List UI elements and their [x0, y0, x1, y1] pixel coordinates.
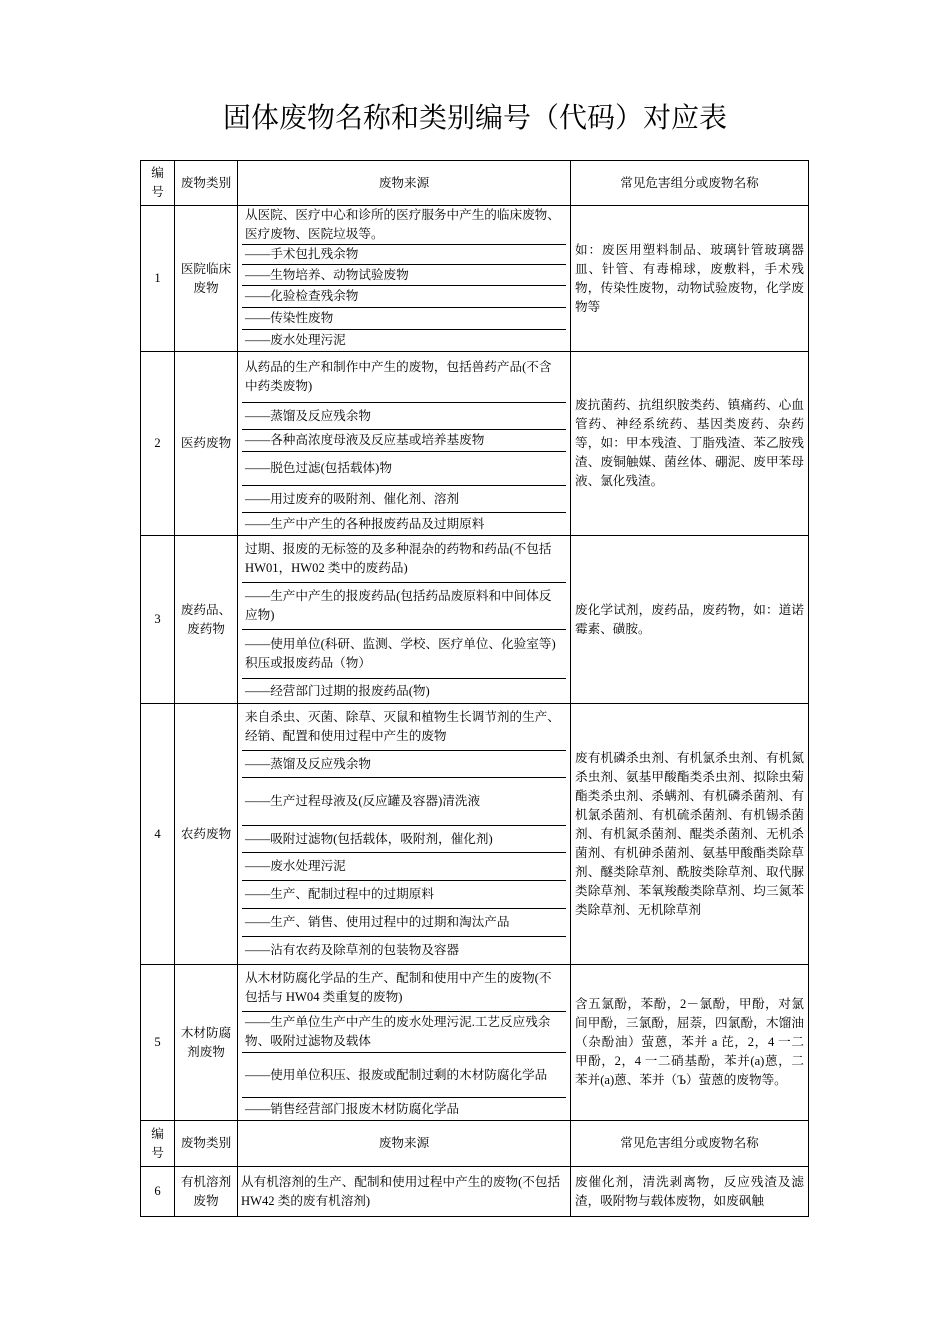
source-item: 来自杀虫、灭菌、除草、灭鼠和植物生长调节剂的生产、经销、配置和使用过程中产生的废物	[245, 710, 560, 743]
source-item: ——手术包扎残余物	[242, 244, 566, 264]
source-item: 过期、报废的无标签的及多种混杂的药物和药品(不包括 HW01，HW02 类中的废药品)	[245, 542, 552, 575]
source-item: ——各种高浓度母液及反应基或培养基废物	[242, 429, 566, 451]
source-item: ——用过废弃的吸附剂、催化剂、溶剂	[242, 485, 566, 512]
source-item: ——吸附过滤物(包括载体，吸附剂，催化剂)	[242, 825, 566, 852]
source-item: 从医院、医疗中心和诊所的医疗服务中产生的临床废物、医疗废物、医院垃圾等。	[245, 208, 560, 241]
source-item: ——生产中产生的各种报废药品及过期原料	[242, 512, 566, 535]
source-item: ——废水处理污泥	[242, 329, 566, 351]
row-category: 医院临床废物	[175, 206, 238, 352]
table-row	[141, 704, 809, 965]
row-components: 废化学试剂，废药品，废药物，如：道诺霉素、磺胺。	[571, 536, 809, 704]
header-category: 废物类别	[175, 161, 238, 206]
source-item: ——蒸馏及反应残余物	[242, 750, 566, 777]
source-item: ——生物培养、动物试验废物	[242, 264, 566, 285]
waste-table	[140, 160, 809, 1217]
row-sources	[238, 965, 571, 1121]
header-category: 废物类别	[175, 1121, 238, 1167]
row-num: 5	[141, 965, 175, 1121]
row-components: 含五氯酚，苯酚，2－氯酚，甲酚，对氯间甲酚，三氯酚，屈萘，四氯酚，木馏油（杂酚油）萤蒽，苯并 a 芘，2，4 一二甲酚，2，4 一二硝基酚，苯并(a)蒽，二苯并(a)蒽、苯并（Ъ）萤蒽的废物等。	[571, 965, 809, 1121]
source-item: ——使用单位(科研、监测、学校、医疗单位、化验室等)积压或报废药品（物）	[242, 629, 566, 678]
table-header-row	[141, 1121, 809, 1167]
source-item: ——沾有农药及除草剂的包装物及容器	[242, 936, 566, 964]
header-num: 编号	[141, 161, 175, 206]
row-components: 废有机磷杀虫剂、有机氯杀虫剂、有机氮杀虫剂、氨基甲酸酯类杀虫剂、拟除虫菊酯类杀虫剂、杀螨剂、有机磷杀菌剂、有机氯杀菌剂、有机硫杀菌剂、有机锡杀菌剂、有机氮杀菌剂、醌类杀菌剂、无机杀菌剂、有机砷杀菌剂、氨基甲酸酯类除草剂、醚类除草剂、酰胺类除草剂、取代脲类除草剂、苯氧羧酸类除草剂、均三氮苯类除草剂、无机除草剂	[571, 704, 809, 965]
row-num: 4	[141, 704, 175, 965]
row-num: 2	[141, 352, 175, 536]
table-row	[141, 965, 809, 1121]
header-source: 废物来源	[238, 1121, 571, 1167]
source-item: ——生产中产生的报废药品(包括药品废原料和中间体反应物)	[242, 582, 566, 629]
row-components: 废抗菌药、抗组织胺类药、镇痛药、心血管药、神经系统药、基因类废药、杂药等，如：甲本残渣、丁脂残渣、苯乙胺残渣、废铜触媒、菌丝体、硼泥、废甲苯母液、氯化残渣。	[571, 352, 809, 536]
source-item: ——废水处理污泥	[242, 852, 566, 880]
source-item: ——生产单位生产中产生的废水处理污泥.工艺反应残余物、吸附过滤物及载体	[242, 1011, 566, 1052]
table-row	[141, 536, 809, 704]
source-item: 从木材防腐化学品的生产、配制和使用中产生的废物(不包括与 HW04 类重复的废物)	[245, 971, 552, 1004]
row-category: 木材防腐剂废物	[175, 965, 238, 1121]
row-num: 1	[141, 206, 175, 352]
row-num: 3	[141, 536, 175, 704]
row-category: 农药废物	[175, 704, 238, 965]
row-components: 如：废医用塑料制品、玻璃针管玻璃器皿、针管、有毒棉球，废敷料，手术残物，传染性废物，动物试验废物，化学废物等	[571, 206, 809, 352]
row-sources	[238, 536, 571, 704]
source-item: ——生产过程母液及(反应罐及容器)清洗液	[242, 777, 566, 825]
page-title: 固体废物名称和类别编号（代码）对应表	[222, 102, 727, 133]
row-sources	[238, 352, 571, 536]
row-category: 医药废物	[175, 352, 238, 536]
row-components: 废催化剂，清洗剥离物，反应残渣及滤渣，吸附物与载体废物，如废砜触	[571, 1167, 809, 1217]
row-sources	[238, 206, 571, 352]
row-sources	[238, 704, 571, 965]
header-components: 常见危害组分或废物名称	[571, 161, 809, 206]
header-components: 常见危害组分或废物名称	[571, 1121, 809, 1167]
source-item: 从有机溶剂的生产、配制和使用过程中产生的废物(不包括 HW42 类的废有机溶剂)	[238, 1167, 571, 1217]
table-row	[141, 206, 809, 352]
row-num: 6	[141, 1167, 175, 1217]
source-item: ——生产、销售、使用过程中的过期和淘汰产品	[242, 908, 566, 936]
source-item: ——经营部门过期的报废药品(物)	[242, 678, 566, 703]
header-source: 废物来源	[238, 161, 571, 206]
table-row	[141, 1167, 809, 1217]
source-item: ——销售经营部门报废木材防腐化学品	[242, 1097, 566, 1120]
table-header-row	[141, 161, 809, 206]
row-category: 有机溶剂废物	[175, 1167, 238, 1217]
source-item: ——生产、配制过程中的过期原料	[242, 880, 566, 908]
source-item: ——传染性废物	[242, 307, 566, 329]
table-row	[141, 352, 809, 536]
source-item: ——化验检查残余物	[242, 285, 566, 307]
source-item: ——脱色过滤(包括载体)物	[242, 451, 566, 485]
header-num: 编号	[141, 1121, 175, 1167]
source-item: ——蒸馏及反应残余物	[242, 402, 566, 429]
row-category: 废药品、废药物	[175, 536, 238, 704]
source-item: ——使用单位积压、报废或配制过剩的木材防腐化学品	[242, 1052, 566, 1097]
source-item: 从药品的生产和制作中产生的废物，包括兽药产品(不含中药类废物)	[245, 360, 552, 393]
